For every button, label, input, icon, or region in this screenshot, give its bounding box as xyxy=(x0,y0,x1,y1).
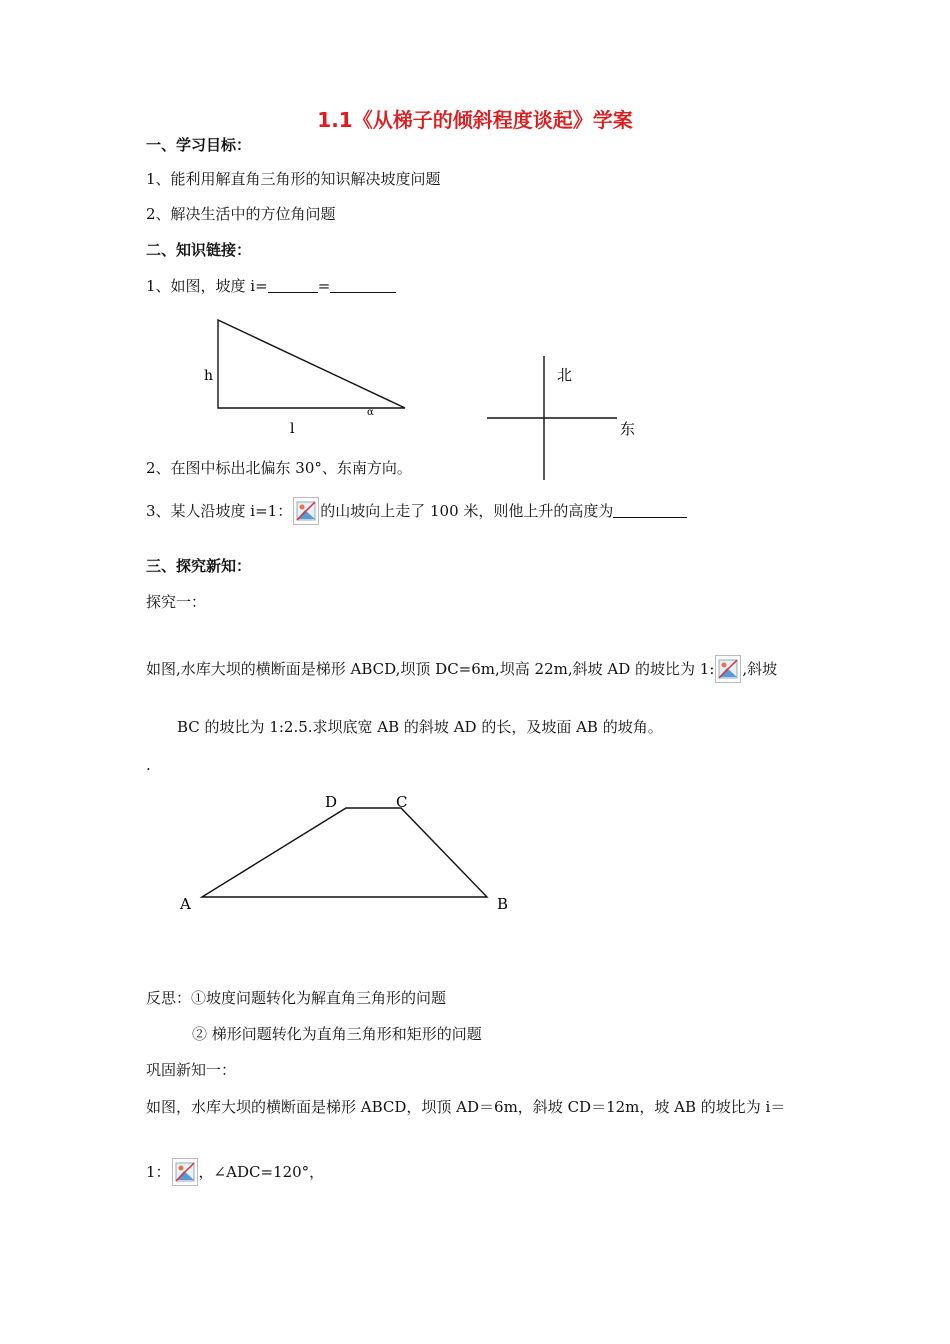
page-title: 1.1《从梯子的倾斜程度谈起》学案 xyxy=(317,108,633,132)
problem-1-line-1 xyxy=(146,655,777,683)
label-alpha: α xyxy=(367,407,374,418)
question-2: 2、在图中标出北偏东 30°、东南方向。 xyxy=(146,459,412,477)
section1-heading: 一、学习目标： xyxy=(146,136,252,154)
section3-heading: 三、探究新知： xyxy=(146,557,252,575)
trapezoid-figure xyxy=(170,786,530,921)
label-D: D xyxy=(325,793,338,811)
consolidate-line-1: 如图，水库大坝的横断面是梯形 ABCD，坝顶 AD＝6m，斜坡 CD＝12m，坡 AB 的坡比为 i＝ xyxy=(146,1098,786,1116)
label-B: B xyxy=(497,895,509,913)
label-north: 北 xyxy=(557,366,573,384)
slope-triangle-figure xyxy=(195,312,425,442)
broken-image-icon xyxy=(293,497,319,525)
label-C: C xyxy=(396,793,408,811)
reflection-line-1: 反思：①坡度问题转化为解直角三角形的问题 xyxy=(146,989,447,1007)
question-3 xyxy=(146,497,687,525)
problem-1-text-b: ,斜坡 xyxy=(742,660,778,678)
question-3-prefix: 3、某人沿坡度 i=1： xyxy=(146,502,293,520)
answer-blank xyxy=(613,503,687,518)
stray-dot: . xyxy=(146,756,151,774)
label-A: A xyxy=(180,895,191,913)
answer-blank xyxy=(268,278,318,293)
explore-1-heading: 探究一： xyxy=(146,593,207,611)
reflection-line-2: ② 梯形问题转化为直角三角形和矩形的问题 xyxy=(192,1025,482,1043)
question-3-suffix: 的山坡向上走了 100 米，则他上升的高度为 xyxy=(320,502,614,520)
label-l: l xyxy=(290,421,295,437)
equals-sign: = xyxy=(317,277,331,295)
question-1 xyxy=(146,276,396,296)
objective-1: 1、能利用解直角三角形的知识解决坡度问题 xyxy=(146,170,441,188)
objective-2: 2、解决生活中的方位角问题 xyxy=(146,205,336,223)
consolidate-line-2 xyxy=(146,1158,324,1186)
problem-1-text-a: 如图,水库大坝的横断面是梯形 ABCD,坝顶 DC=6m,坝高 22m,斜坡 AD 的坡比为 1: xyxy=(146,660,715,678)
problem-1-line-2: BC 的坡比为 1:2.5.求坝底宽 AB 的斜坡 AD 的长，及坡面 AB 的坡角。 xyxy=(177,718,663,736)
label-east: 东 xyxy=(620,420,636,438)
compass-figure xyxy=(480,352,650,484)
question-1-text: 1、如图，坡度 i= xyxy=(146,277,268,295)
consolidate-suffix: ，∠ADC=120°， xyxy=(198,1163,325,1181)
consolidate-heading: 巩固新知一： xyxy=(146,1061,237,1079)
broken-image-icon xyxy=(715,655,741,683)
label-h: h xyxy=(204,368,214,384)
answer-blank xyxy=(330,278,396,293)
section2-heading: 二、知识链接： xyxy=(146,241,252,259)
consolidate-prefix: 1： xyxy=(146,1163,171,1181)
broken-image-icon xyxy=(172,1158,198,1186)
